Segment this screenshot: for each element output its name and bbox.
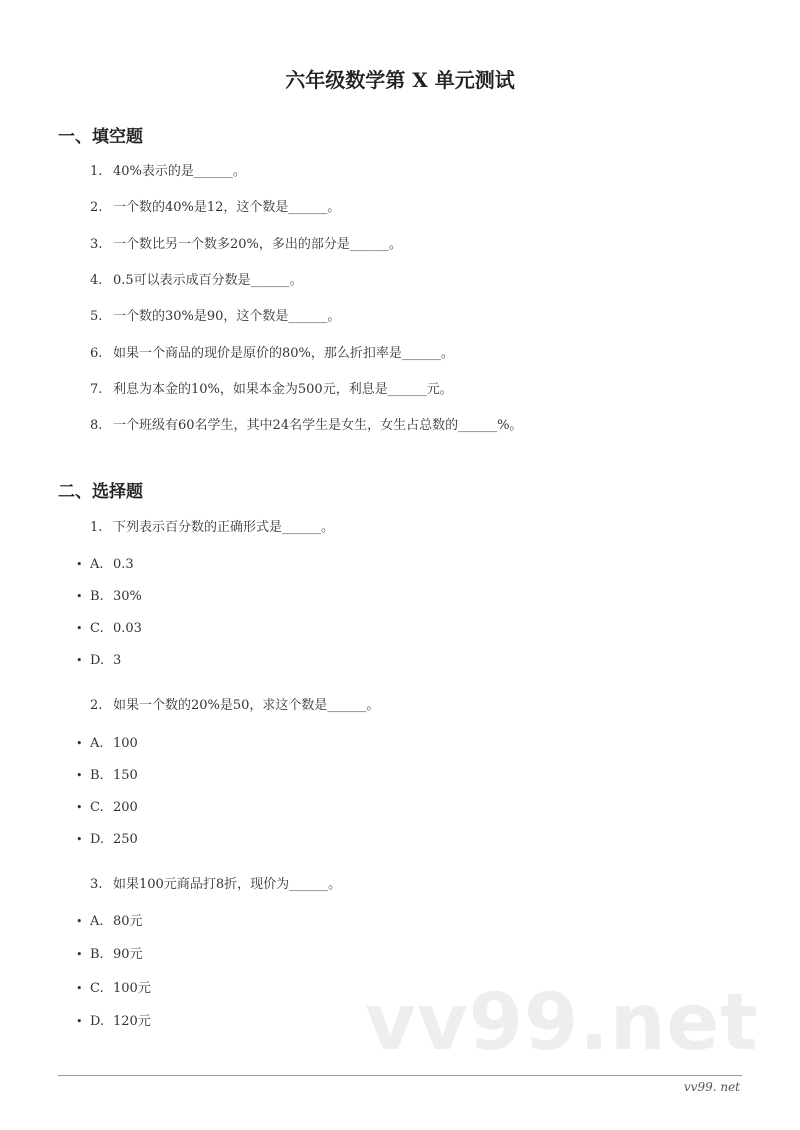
- question-number: 2.: [90, 698, 103, 713]
- question-text: 下列表示百分数的正确形式是______。: [113, 520, 335, 535]
- bullet-icon: •: [76, 769, 83, 782]
- watermark: vv99.net: [365, 978, 759, 1068]
- option-letter: A.: [90, 914, 104, 929]
- option-letter: A.: [90, 736, 104, 751]
- option-letter: D.: [90, 1013, 105, 1029]
- option-letter: B.: [90, 947, 104, 963]
- question-text: 如果100元商品打8折，现价为______。: [113, 877, 342, 892]
- question-number: 5.: [90, 309, 103, 325]
- bullet-icon: •: [76, 948, 83, 962]
- bullet-icon: •: [76, 1014, 83, 1028]
- bullet-icon: •: [76, 654, 83, 667]
- question-number: 7.: [90, 381, 103, 397]
- question-number: 6.: [90, 345, 103, 361]
- section-heading-fill-in: 一、填空题: [58, 127, 143, 147]
- option-value: 3: [113, 653, 122, 668]
- footer-divider: [58, 1075, 742, 1076]
- question-number: 4.: [90, 272, 103, 288]
- question-text: 一个数比另一个数多20%，多出的部分是______。: [113, 236, 402, 252]
- bullet-icon: •: [76, 915, 83, 928]
- bullet-icon: •: [76, 833, 83, 846]
- bullet-icon: •: [76, 801, 83, 814]
- option-value: 30%: [113, 589, 142, 604]
- question-text: 利息为本金的10%，如果本金为500元，利息是______元。: [113, 381, 453, 397]
- question-text: 一个数的40%是12，这个数是______。: [113, 200, 341, 216]
- option-value: 120元: [113, 1013, 151, 1029]
- question-number: 3.: [90, 236, 103, 252]
- bullet-icon: •: [76, 622, 83, 635]
- option-letter: C.: [90, 621, 104, 636]
- option-value: 150: [113, 768, 138, 783]
- question-number: 8.: [90, 418, 103, 434]
- option-letter: C.: [90, 980, 104, 996]
- option-value: 80元: [113, 914, 143, 929]
- bullet-icon: •: [76, 981, 83, 995]
- option-letter: D.: [90, 653, 105, 668]
- option-letter: C.: [90, 800, 104, 815]
- option-value: 0.03: [113, 621, 142, 636]
- question-text: 如果一个商品的现价是原价的80%，那么折扣率是______。: [113, 345, 454, 361]
- question-number: 3.: [90, 877, 103, 892]
- footer-text: vv99. net: [683, 1080, 740, 1094]
- question-text: 0.5可以表示成百分数是______。: [113, 272, 303, 288]
- question-text: 如果一个数的20%是50，求这个数是______。: [113, 698, 380, 713]
- option-value: 100元: [113, 980, 151, 996]
- bullet-icon: •: [76, 737, 83, 750]
- question-text: 一个班级有60名学生，其中24名学生是女生，女生占总数的______%。: [113, 418, 523, 434]
- section-heading-multiple-choice: 二、选择题: [58, 482, 143, 502]
- question-number: 1.: [90, 520, 103, 535]
- option-letter: B.: [90, 768, 104, 783]
- question-number: 2.: [90, 200, 103, 216]
- option-value: 200: [113, 800, 138, 815]
- bullet-icon: •: [76, 558, 83, 571]
- question-text: 40%表示的是______。: [113, 164, 246, 179]
- option-value: 250: [113, 832, 138, 847]
- option-letter: B.: [90, 589, 104, 604]
- option-letter: D.: [90, 832, 105, 847]
- option-value: 90元: [113, 947, 143, 963]
- option-value: 0.3: [113, 557, 134, 572]
- question-text: 一个数的30%是90，这个数是______。: [113, 309, 341, 325]
- option-value: 100: [113, 736, 138, 751]
- question-number: 1.: [90, 164, 103, 179]
- page-title: 六年级数学第 X 单元测试: [285, 68, 515, 92]
- bullet-icon: •: [76, 590, 83, 603]
- option-letter: A.: [90, 557, 104, 572]
